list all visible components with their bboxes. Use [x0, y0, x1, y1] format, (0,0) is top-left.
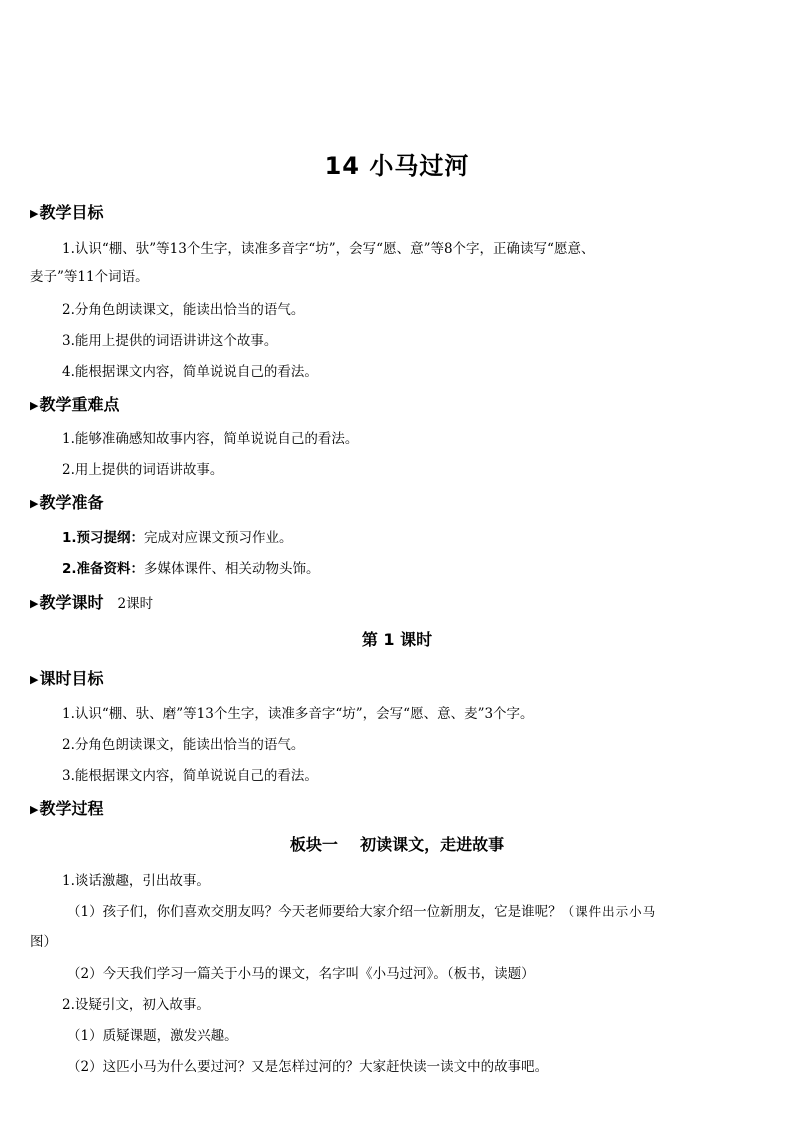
- triangle-bullet-icon: ▶: [30, 673, 39, 686]
- section-heading-key-points: ▶教学重难点: [30, 395, 120, 414]
- process-line-5: （1）质疑课题，激发兴趣。: [67, 1028, 238, 1044]
- triangle-bullet-icon: ▶: [30, 597, 39, 610]
- triangle-bullet-icon: ▶: [30, 207, 39, 220]
- triangle-bullet-icon: ▶: [30, 399, 39, 412]
- lesson-title: 第 1 课时: [361, 630, 433, 649]
- preparation-item-2: 2.准备资料：多媒体课件、相关动物头饰。: [62, 561, 320, 577]
- goal-item-4: 4.能根据课文内容，简单说说自己的看法。: [62, 364, 318, 380]
- goal-item-2: 2.分角色朗读课文，能读出恰当的语气。: [62, 302, 305, 318]
- section-heading-goals: ▶教学目标: [30, 203, 104, 222]
- process-line-2-cont: 图）: [30, 934, 57, 950]
- triangle-bullet-icon: ▶: [30, 803, 39, 816]
- process-line-4: 2.设疑引文，初入故事。: [62, 997, 210, 1013]
- goal-item-1: 1.认识“棚、驮”等13个生字，读准多音字“坊”，会写“愿、意”等8个字，正确读写“愿意、: [62, 241, 595, 257]
- triangle-bullet-icon: ▶: [30, 497, 39, 510]
- process-line-6: （2）这匹小马为什么要过河？又是怎样过河的？大家赶快读一读文中的故事吧。: [67, 1059, 549, 1075]
- process-line-1: 1.谈话激趣，引出故事。: [62, 873, 210, 889]
- key-point-item-2: 2.用上提供的词语讲故事。: [62, 462, 224, 478]
- process-line-2: （1）孩子们，你们喜欢交朋友吗？今天老师要给大家介绍一位新朋友，它是谁呢？（课件出示小马: [67, 904, 657, 920]
- section-heading-lesson-goals: ▶课时目标: [30, 669, 104, 688]
- goal-item-3: 3.能用上提供的词语讲讲这个故事。: [62, 333, 278, 349]
- block-title: 板块一 初读课文，走进故事: [289, 835, 505, 854]
- preparation-item-1: 1.预习提纲：完成对应课文预习作业。: [62, 530, 293, 546]
- goal-item-1-cont: 麦子”等11个词语。: [30, 269, 149, 285]
- page-title: 14 小马过河: [324, 152, 470, 180]
- lesson-goal-item-2: 2.分角色朗读课文，能读出恰当的语气。: [62, 737, 305, 753]
- lesson-goal-item-3: 3.能根据课文内容，简单说说自己的看法。: [62, 768, 318, 784]
- section-heading-process: ▶教学过程: [30, 799, 104, 818]
- periods-value: 2课时: [117, 596, 154, 612]
- process-line-3: （2）今天我们学习一篇关于小马的课文，名字叫《小马过河》。（板书，读题）: [67, 966, 535, 982]
- section-heading-preparation: ▶教学准备: [30, 493, 104, 512]
- process-line-2-note: （课件出示小马: [561, 904, 657, 919]
- lesson-goal-item-1: 1.认识“棚、驮、磨”等13个生字，读准多音字“坊”，会写“愿、意、麦”3个字。: [62, 706, 534, 722]
- key-point-item-1: 1.能够准确感知故事内容，简单说说自己的看法。: [62, 431, 359, 447]
- section-heading-periods: ▶教学课时 2课时: [30, 593, 154, 612]
